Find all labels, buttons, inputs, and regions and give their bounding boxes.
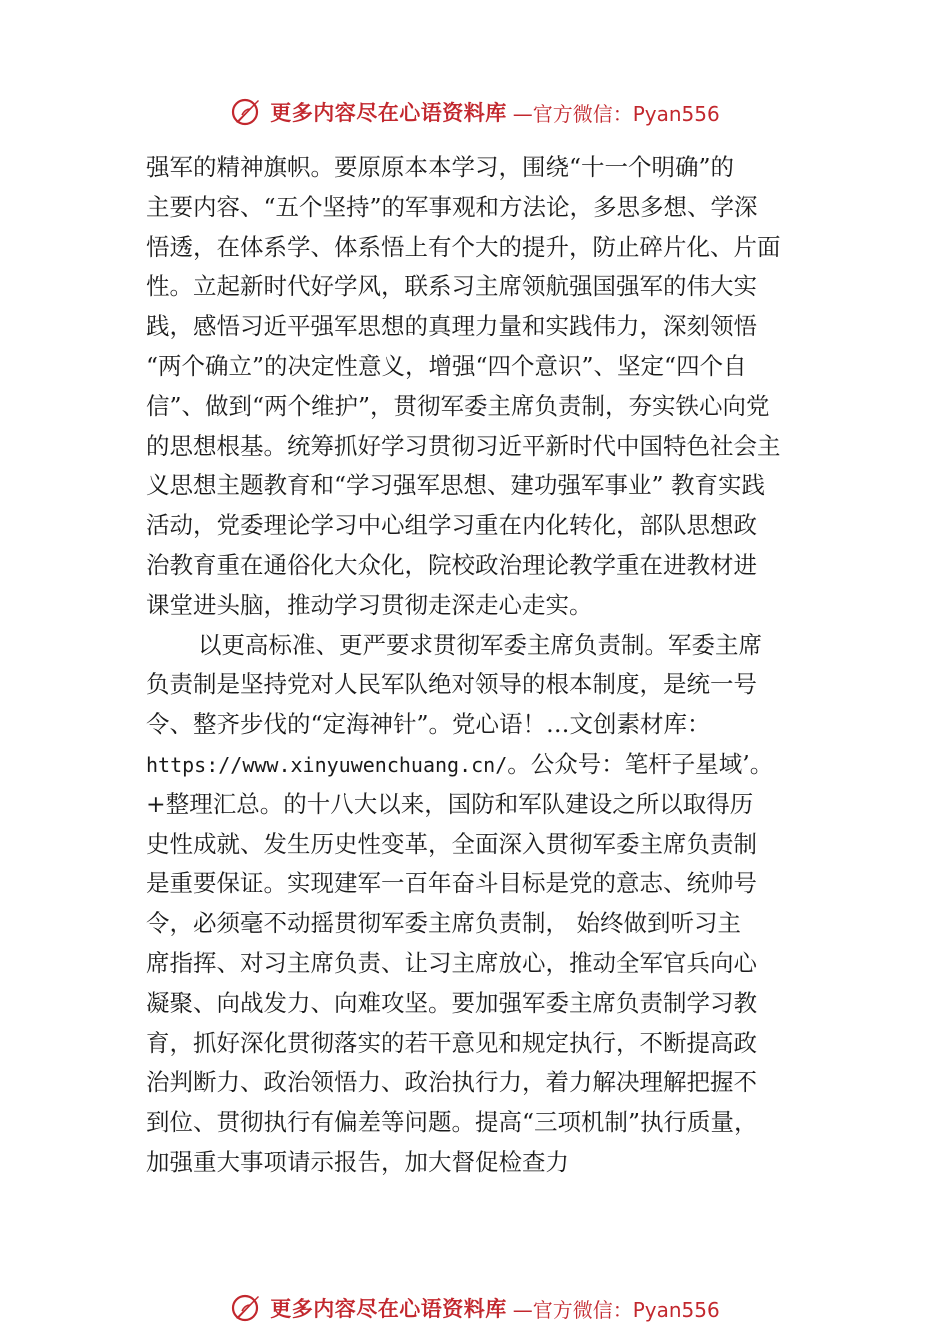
text-line: 是重要保证。实现建军一百年奋斗目标是党的意志、统帅号 bbox=[146, 869, 757, 898]
text-line: “两个确立”的决定性意义，增强“四个意识”、坚定“四个自 bbox=[146, 351, 747, 380]
text-line: 令、整齐步伐的“定海神针”。党心语！…文创素材库： bbox=[146, 710, 711, 739]
url-line bbox=[146, 745, 826, 785]
paragraph-1 bbox=[146, 148, 826, 626]
text-line: 悟透，在体系学、体系悟上有个大的提升，防止碎片化、片面 bbox=[146, 232, 781, 261]
text-line: 义思想主题教育和“学习强军思想、建功强军事业” 教育实践 bbox=[146, 471, 765, 500]
url-suffix: 。公众号：笔杆子星域’。 bbox=[507, 749, 774, 778]
text-line: 令，必须毫不动摇贯彻军委主席负责制， 始终做到听习主 bbox=[146, 909, 741, 938]
text-line: 负责制是坚持党对人民军队绝对领导的根本制度，是统一号 bbox=[146, 670, 757, 699]
pen-nib-seal-icon bbox=[230, 1291, 264, 1325]
text-line: 育，抓好深化贯彻落实的若干意见和规定执行，不断提高政 bbox=[146, 1028, 757, 1057]
text-line: 以更高标准、更严要求贯彻军委主席负责制。军委主席 bbox=[198, 630, 762, 659]
text-line: 信”、做到“两个维护”，贯彻军委主席负责制，夯实铁心向党 bbox=[146, 391, 770, 420]
text-line: 课堂进头脑，推动学习贯彻走深走心走实。 bbox=[146, 590, 593, 619]
pen-nib-seal-icon bbox=[230, 95, 264, 129]
banner-wechat-text: —官方微信：Pyan556 bbox=[512, 101, 720, 126]
text-line: 的思想根基。统筹抓好学习贯彻习近平新时代中国特色社会主 bbox=[146, 431, 781, 460]
banner-wechat-text: —官方微信：Pyan556 bbox=[512, 1297, 720, 1322]
text-line: +整理汇总。的十八大以来，国防和军队建设之所以取得历 bbox=[146, 789, 754, 818]
text-line: 加强重大事项请示报告，加大督促检查力 bbox=[146, 1147, 569, 1176]
text-line: 到位、贯彻执行有偏差等问题。提高“三项机制”执行质量， bbox=[146, 1108, 758, 1137]
header-banner bbox=[0, 92, 950, 132]
paragraph-2 bbox=[146, 626, 826, 1183]
source-url: https://www.xinyuwenchuang.cn/ bbox=[146, 752, 508, 777]
text-line: 主要内容、“五个坚持”的军事观和方法论，多思多想、学深 bbox=[146, 192, 758, 221]
text-line: 治教育重在通俗化大众化，院校政治理论教学重在进教材进 bbox=[146, 550, 757, 579]
text-line: 性。立起新时代好学风，联系习主席领航强国强军的伟大实 bbox=[146, 272, 757, 301]
banner-brand-text: 更多内容尽在心语资料库 bbox=[270, 100, 507, 125]
text-line: 强军的精神旗帜。要原原本本学习，围绕“十一个明确”的 bbox=[146, 153, 735, 181]
footer-banner bbox=[0, 1288, 950, 1328]
text-line: 史性成就、发生历史性变革，全面深入贯彻军委主席负责制 bbox=[146, 829, 757, 858]
text-line: 治判断力、政治领悟力、政治执行力，着力解决理解把握不 bbox=[146, 1068, 757, 1097]
text-line: 凝聚、向战发力、向难攻坚。要加强军委主席负责制学习教 bbox=[146, 988, 757, 1017]
text-line: 活动，党委理论学习中心组学习重在内化转化，部队思想政 bbox=[146, 511, 757, 540]
banner-brand-text: 更多内容尽在心语资料库 bbox=[270, 1296, 507, 1321]
document-body bbox=[146, 148, 826, 1183]
text-line: 践，感悟习近平强军思想的真理力量和实践伟力，深刻领悟 bbox=[146, 312, 757, 341]
text-line: 席指挥、对习主席负责、让习主席放心，推动全军官兵向心 bbox=[146, 948, 757, 977]
